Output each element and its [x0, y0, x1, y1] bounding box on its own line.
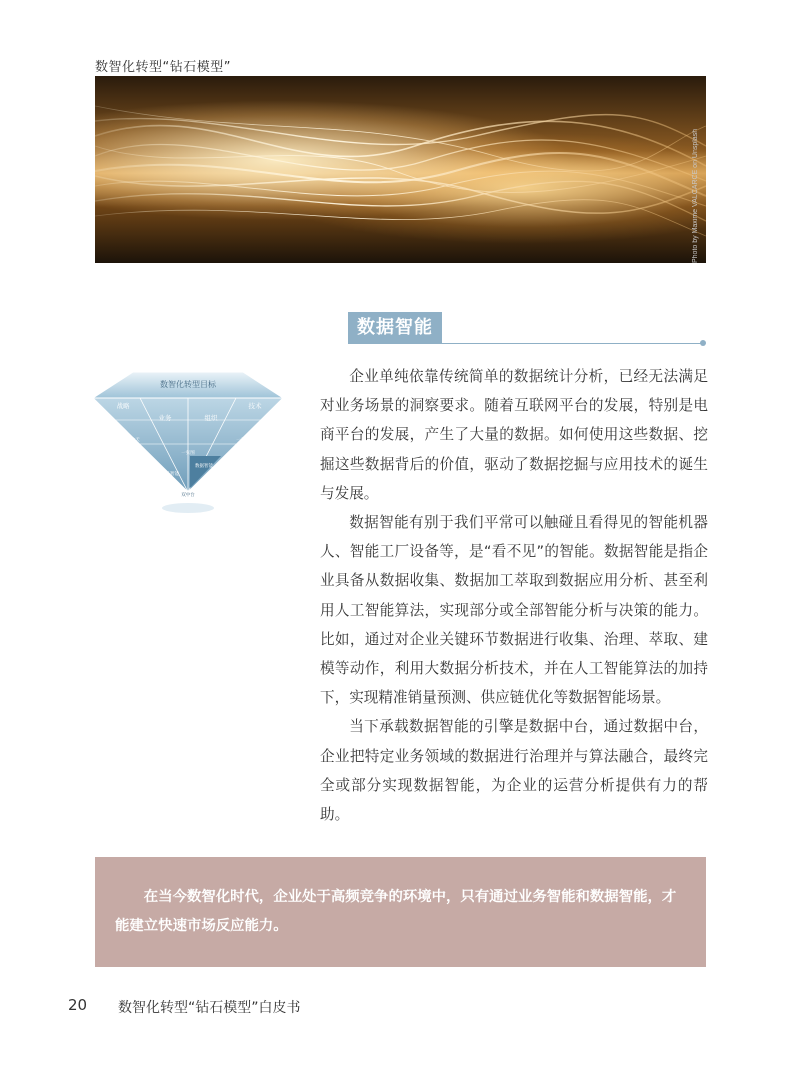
section-heading [348, 312, 708, 348]
diamond-label-business-intelligence: 业务智能 [161, 472, 179, 477]
paragraph: 当下承载数据智能的引擎是数据中台，通过数据中台，企业把特定业务领域的数据进行治理并与算法融合，最终完全或部分实现数据智能，为企业的运营分析提供有力的帮助。 [320, 718, 708, 824]
diamond-label-excellence: 一套优 [236, 438, 250, 443]
callout-box [95, 857, 706, 967]
diamond-label-dual-platform: 双中台 [181, 493, 195, 498]
diamond-label-data-intelligence: 数据智能 [195, 464, 213, 469]
body-text [320, 362, 708, 829]
diamond-label-map: 一张图 [181, 451, 195, 456]
title-rule [348, 343, 702, 344]
photo-credit: Photo by Maxime VALCARCE on Unsplash [692, 128, 699, 263]
diamond-label-sky: 一片天 [126, 438, 140, 443]
callout-text: 在当今数智化时代，企业处于高频竞争的环境中，只有通过业务智能和数据智能，才能建立快速市场反应能力。 [115, 889, 677, 934]
section-title: 数据智能 [348, 312, 442, 344]
light-trails-graphic [95, 76, 706, 263]
paragraph: 数据智能有别于我们平常可以触碰且看得见的智能机器人、智能工厂设备等，是“看不见”的智能。数据智能是指企业具备从数据收集、数据加工萃取到数据应用分析、甚至利用人工智能算法，实现部分或全部智能分析与决策的能力。比如，通过对企业关键环节数据进行收集、治理、萃取、建模等动作，利用大数据分析技术，并在人工智能算法的加持下，实现精准销量预测、供应链优化等数据智能场景。 [320, 514, 708, 707]
title-rule-dot [700, 340, 706, 346]
footer-book-title: 数智化转型“钻石模型”白皮书 [118, 1000, 301, 1016]
paragraph: 企业单纯依靠传统简单的数据统计分析，已经无法满足对业务场景的洞察要求。随着互联网平台的发展，特别是电商平台的发展，产生了大量的数据。如何使用这些数据、挖掘这些数据背后的价值，驱动了数据挖掘与应用技术的诞生与发展。 [320, 368, 708, 502]
page-number: 20 [68, 996, 88, 1014]
diamond-label-strategy: 战略 [116, 402, 130, 410]
diamond-model-diagram [93, 360, 283, 520]
diamond-top-label: 数智化转型目标 [160, 380, 216, 389]
diamond-label-business: 业务 [158, 414, 172, 422]
diamond-label-technology: 技术 [248, 402, 262, 410]
running-header: 数智化转型“钻石模型” [95, 60, 231, 75]
hero-image [95, 76, 706, 263]
diamond-label-organization: 组织 [204, 414, 218, 422]
